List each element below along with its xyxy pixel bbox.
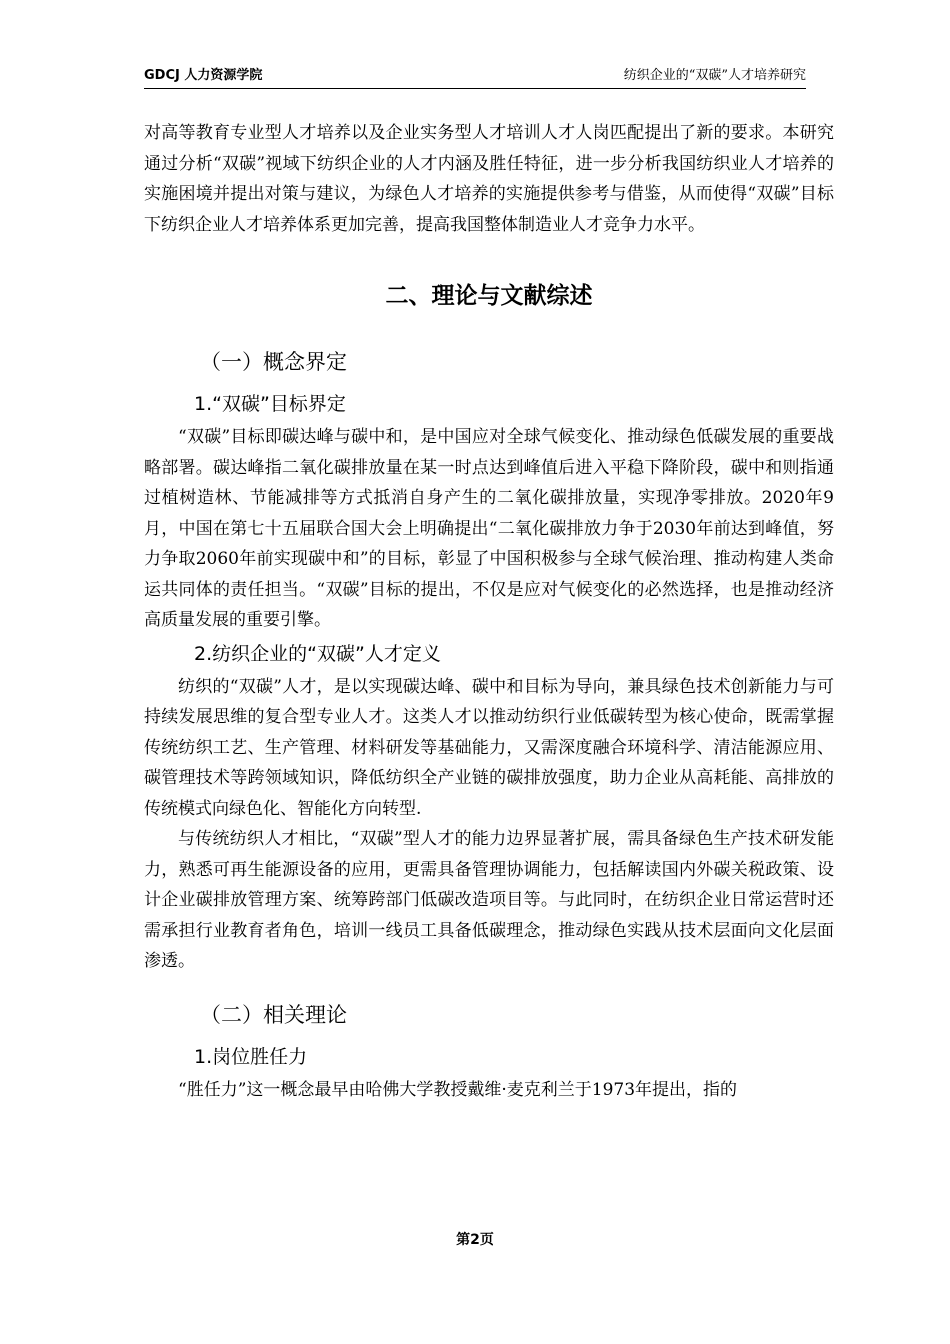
paragraph-competency: “胜任力”这一概念最早由哈佛大学教授戴维·麦克利兰于1973年提出，指的 — [178, 1079, 738, 1100]
page-number: 第2页 — [456, 1232, 494, 1248]
page-header — [144, 66, 806, 89]
header-institution: GDCJ 人力资源学院 — [144, 68, 263, 83]
item-heading-dual-carbon: 1.“双碳”目标界定 — [194, 393, 346, 415]
paragraph-dual-carbon: “双碳”目标即碳达峰与碳中和，是中国应对全球气候变化、推动绿色低碳发展的重要战略部署。碳达峰指二氧化碳排放量在某一时点达到峰值后进入平稳下降阶段，碳中和则指通过植树造林、节能减排等方式抵消自身产生的二氧化碳排放量，实现净零排放。2020年9月，中国在第七十五届联合国大会上明确提出“二氧化碳排放力争于2030年前达到峰值，努力争取2060年前实现碳中和”的目标，彰显了中国积极参与全球气候治理、推动构建人类命运共同体的责任担当。“双碳”目标的提出，不仅是应对气候变化的必然选择，也是推动经济高质量发展的重要引擎。 — [144, 427, 834, 630]
subsection-heading-concepts: （一）概念界定 — [200, 350, 347, 374]
header-document-title: 纺织企业的“双碳”人才培养研究 — [623, 68, 806, 83]
page-content — [144, 118, 834, 1105]
paragraph-talent-definition-2: 与传统纺织人才相比，“双碳”型人才的能力边界显著扩展，需具备绿色生产技术研发能力，熟悉可再生能源设备的应用，更需具备管理协调能力，包括解读国内外碳关税政策、设计企业碳排放管理方案、统筹跨部门低碳改造项目等。与此同时，在纺织企业日常运营时还需承担行业教育者角色，培训一线员工具备低碳理念，推动绿色实践从技术层面向文化层面渗透。 — [144, 829, 834, 971]
item-heading-competency: 1.岗位胜任力 — [194, 1045, 308, 1068]
subsection-heading-theories: （二）相关理论 — [200, 1002, 347, 1027]
paragraph-intro: 对高等教育专业型人才培养以及企业实务型人才培训人才人岗匹配提出了新的要求。本研究通过分析“双碳”视域下纺织企业的人才内涵及胜任特征，进一步分析我国纺织业人才培养的实施困境并提出对策与建议，为绿色人才培养的实施提供参考与借鉴，从而使得“双碳”目标下纺织企业人才培养体系更加完善，提高我国整体制造业人才竞争力水平。 — [144, 123, 834, 235]
section-heading: 二、理论与文献综述 — [385, 283, 593, 309]
paragraph-talent-definition-1: 纺织的“双碳”人才，是以实现碳达峰、碳中和目标为导向，兼具绿色技术创新能力与可持续发展思维的复合型专业人才。这类人才以推动纺织行业低碳转型为核心使命，既需掌握传统纺织工艺、生产管理、材料研发等基础能力，又需深度融合环境科学、清洁能源应用、碳管理技术等跨领域知识，降低纺织全产业链的碳排放强度，助力企业从高耗能、高排放的传统模式向绿色化、智能化方向转型. — [144, 676, 834, 819]
item-heading-talent-definition: 2.纺织企业的“双碳”人才定义 — [194, 642, 441, 665]
